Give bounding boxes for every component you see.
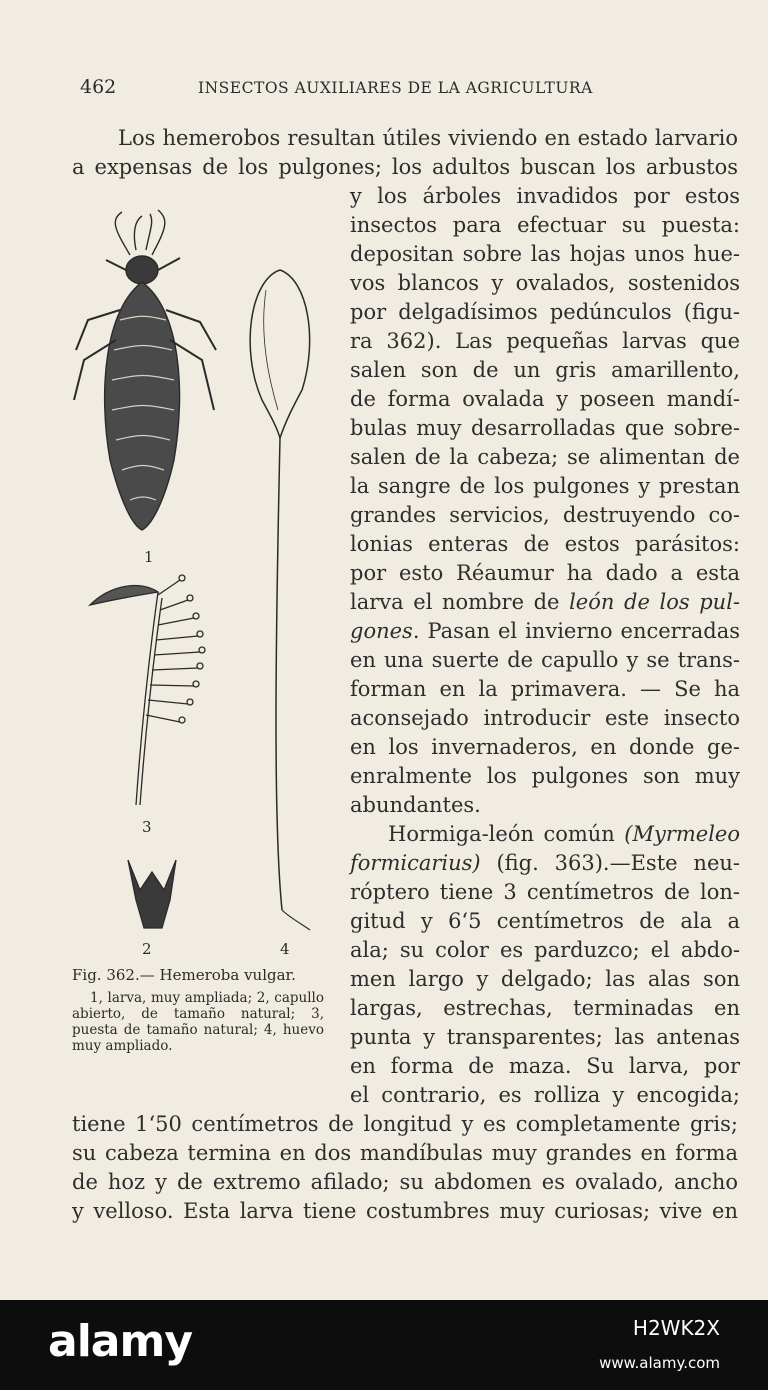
text-line: lonias enteras de estos parásitos: <box>350 532 740 556</box>
text-line: ra 362). Las pequeñas larvas que <box>350 329 740 353</box>
figure-label-1: 1 <box>144 548 154 566</box>
text-line: enralmente los pulgones son muy <box>350 764 740 788</box>
text-fragment: (fig. 363).—Este neu- <box>480 851 740 875</box>
image-id: H2WK2X <box>632 1316 720 1340</box>
text-line: Los hemerobos resultan útiles viviendo en estado larvario <box>118 126 738 150</box>
page-number: 462 <box>80 76 117 98</box>
egg-stalk-illustration <box>250 270 310 930</box>
text-line: por esto Réaumur ha dado a esta <box>350 561 740 585</box>
text-line: salen son de un gris amarillento, <box>350 358 740 382</box>
watermark-url: www.alamy.com <box>599 1354 720 1372</box>
egg-cluster-illustration <box>90 575 205 805</box>
watermark-banner <box>0 1300 768 1390</box>
text-line: ala; su color es parduzco; el abdo- <box>350 938 740 962</box>
figure-label-3: 3 <box>142 818 152 836</box>
text-line: abundantes. <box>350 793 481 817</box>
text-line: tiene 1‘50 centímetros de longitud y es completamente gris; <box>72 1112 738 1136</box>
text-line: insectos para efectuar su puesta: <box>350 213 740 237</box>
page-header <box>0 76 768 100</box>
larva-illustration <box>74 210 216 530</box>
text-line: largas, estrechas, terminadas en <box>350 996 740 1020</box>
text-fragment: larva el nombre de <box>350 590 570 614</box>
figure-illustration <box>70 200 340 960</box>
text-line: gitud y 6‘5 centímetros de ala a <box>350 909 740 933</box>
text-line: en una suerte de capullo y se trans- <box>350 648 740 672</box>
text-line: a expensas de los pulgones; los adultos buscan los arbustos <box>72 155 738 179</box>
text-line: en los invernaderos, en donde ge- <box>350 735 740 759</box>
text-line: grandes servicios, destruyendo co- <box>350 503 740 527</box>
running-title: INSECTOS AUXILIARES DE LA AGRICULTURA <box>198 79 593 97</box>
text-line <box>350 617 740 646</box>
text-line: depositan sobre las hojas unos hue- <box>350 242 740 266</box>
text-line: forman en la primavera. — Se ha <box>350 677 740 701</box>
text-line: su cabeza termina en dos mandíbulas muy grandes en forma <box>72 1141 738 1165</box>
text-line: la sangre de los pulgones y prestan <box>350 474 740 498</box>
figure-362 <box>70 200 340 960</box>
text-line: aconsejado introducir este insecto <box>350 706 740 730</box>
figure-label-2: 2 <box>142 940 152 958</box>
text-line <box>350 588 740 617</box>
text-line: de forma ovalada y poseen mandí- <box>350 387 740 411</box>
text-line: en forma de maza. Su larva, por <box>350 1054 740 1078</box>
italic-term: gones <box>350 619 413 643</box>
text-line: y velloso. Esta larva tiene costumbres muy curiosas; vive en <box>72 1199 738 1223</box>
italic-term: formicarius) <box>350 851 481 875</box>
figure-caption <box>72 966 324 1054</box>
text-line: vos blancos y ovalados, sostenidos <box>350 271 740 295</box>
text-line: y los árboles invadidos por estos <box>350 184 740 208</box>
text-line: salen de la cabeza; se alimentan de <box>350 445 740 469</box>
cocoon-illustration <box>128 860 176 928</box>
caption-body: 1, larva, muy ampliada; 2, capullo abierto, de tamaño natural; 3, puesta de tamaño natural; 4, huevo muy ampliado. <box>72 990 324 1054</box>
text-line <box>388 820 740 849</box>
caption-title: Fig. 362.— Hemeroba vulgar. <box>72 966 296 984</box>
text-line: punta y transparentes; las antenas <box>350 1025 740 1049</box>
italic-term: (Myrmeleo <box>624 822 740 846</box>
text-line: bulas muy desarrolladas que sobre- <box>350 416 740 440</box>
text-line <box>350 849 740 878</box>
text-line: de hoz y de extremo afilado; su abdomen es ovalado, ancho <box>72 1170 738 1194</box>
alamy-logo: alamy <box>48 1316 192 1367</box>
text-line: men largo y delgado; las alas son <box>350 967 740 991</box>
text-fragment: . Pasan el invierno encerradas <box>412 619 740 643</box>
italic-term: león de los pul- <box>569 590 741 614</box>
text-line: róptero tiene 3 centímetros de lon- <box>350 880 740 904</box>
text-line: por delgadísimos pedúnculos (figu- <box>350 300 740 324</box>
text-fragment: Hormiga-león común <box>388 822 625 846</box>
figure-label-4: 4 <box>280 940 290 958</box>
text-line: el contrario, es rolliza y encogida; <box>350 1083 740 1107</box>
